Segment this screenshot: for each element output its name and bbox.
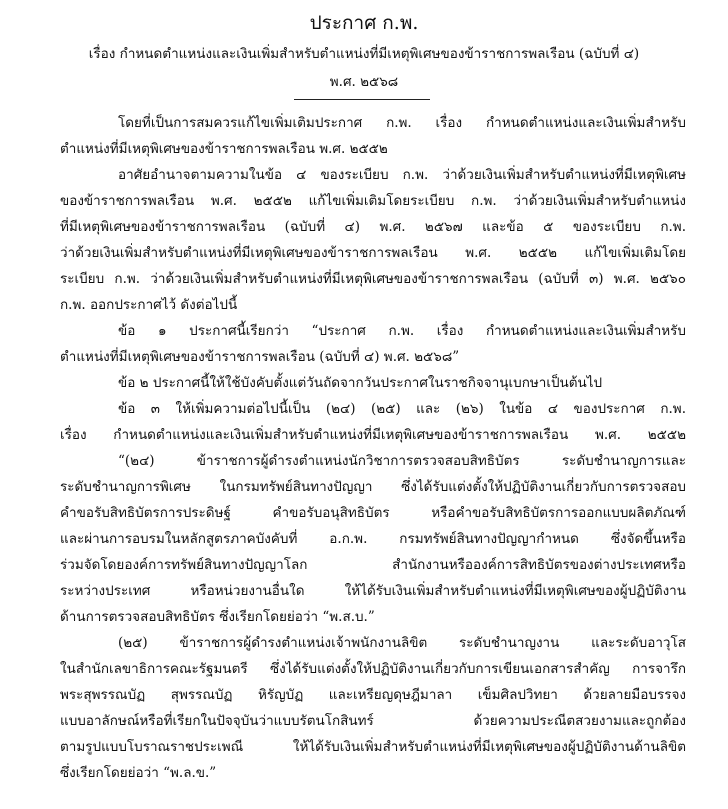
body-text-line: ตามรูปแบบโบราณราชประเพณี ให้ได้รับเงินเพิ่มสำหรับตำแหน่งที่มีเหตุพิเศษของผู้ปฏิบัติงานด้านลิขิต	[60, 739, 686, 755]
body-text-line: ว่าด้วยเงินเพิ่มสำหรับตำแหน่งที่มีเหตุพิเศษของข้าราชการพลเรือน พ.ศ. ๒๕๕๒ แก้ไขเพิ่มเติมโดย	[60, 245, 686, 261]
body-text-line: ระเบียบ ก.พ. ว่าด้วยเงินเพิ่มสำหรับตำแหน่งที่มีเหตุพิเศษของข้าราชการพลเรือน (ฉบับที่ ๓) พ.ศ. ๒๕๖๐	[60, 271, 686, 287]
body-text-line: และผ่านการอบรมในหลักสูตรภาคบังคับที่ อ.ก.พ. กรมทรัพย์สินทางปัญญากำหนด ซึ่งจัดขึ้นหรือ	[60, 531, 686, 547]
body-text-line: อาศัยอำนาจตามความในข้อ ๔ ของระเบียบ ก.พ. ว่าด้วยเงินเพิ่มสำหรับตำแหน่งที่มีเหตุพิเศษ	[118, 167, 686, 183]
body-text-line: เรื่อง กำหนดตำแหน่งและเงินเพิ่มสำหรับตำแหน่งที่มีเหตุพิเศษของข้าราชการพลเรือน พ.ศ. ๒๕๕๒	[60, 427, 686, 443]
body-text-line: ตำแหน่งที่มีเหตุพิเศษของข้าราชการพลเรือน พ.ศ. ๒๕๕๒	[60, 141, 388, 157]
body-text-line: ระหว่างประเทศ หรือหน่วยงานอื่นใด ให้ได้รับเงินเพิ่มสำหรับตำแหน่งที่มีเหตุพิเศษของผู้ปฏิบัติงาน	[60, 583, 686, 599]
body-text-line: ซึ่งเรียกโดยย่อว่า “พ.ล.ข.”	[60, 765, 217, 781]
body-text-line: (๒๕) ข้าราชการผู้ดำรงตำแหน่งเจ้าพนักงานลิขิต ระดับชำนาญงาน และระดับอาวุโส	[118, 635, 686, 651]
body-text-line: “(๒๔) ข้าราชการผู้ดำรงตำแหน่งนักวิชาการตรวจสอบสิทธิบัตร ระดับชำนาญการและ	[118, 453, 686, 469]
body-text-line: แบบอาลักษณ์หรือที่เรียกในปัจจุบันว่าแบบรัตนโกสินทร์ ด้วยความประณีตสวยงามและถูกต้อง	[60, 713, 686, 729]
body-text-line: ของข้าราชการพลเรือน พ.ศ. ๒๕๕๒ แก้ไขเพิ่มเติมโดยระเบียบ ก.พ. ว่าด้วยเงินเพิ่มสำหรับตำแหน่ง	[60, 193, 686, 209]
body-text-line: ก.พ. ออกประกาศไว้ ดังต่อไปนี้	[60, 297, 238, 313]
body-text-line: ข้อ ๒ ประกาศนี้ให้ใช้บังคับตั้งแต่วันถัดจากวันประกาศในราชกิจจานุเบกษาเป็นต้นไป	[118, 375, 603, 391]
body-text-line: พระสุพรรณบัฏ สุพรรณบัฏ หิรัญบัฏ และเหรียญดุษฎีมาลา เข็มศิลปวิทยา ด้วยลายมือบรรจง	[60, 687, 686, 703]
subject-line: เรื่อง กำหนดตำแหน่งและเงินเพิ่มสำหรับตำแหน่งที่มีเหตุพิเศษของข้าราชการพลเรือน (ฉบับที่ ๔)	[88, 46, 640, 62]
document-subject	[0, 40, 728, 96]
body-text-line: ข้อ ๓ ให้เพิ่มความต่อไปนี้เป็น (๒๔) (๒๕) และ (๒๖) ในข้อ ๔ ของประกาศ ก.พ.	[118, 401, 686, 417]
body-text-line: ตำแหน่งที่มีเหตุพิเศษของข้าราชการพลเรือน (ฉบับที่ ๔) พ.ศ. ๒๕๖๘”	[60, 349, 460, 365]
body-text-line: ร่วมจัดโดยองค์การทรัพย์สินทางปัญญาโลก สำนักงานหรือองค์การสิทธิบัตรของต่างประเทศหรือ	[60, 557, 686, 573]
body-text-line: ระดับชำนาญการพิเศษ ในกรมทรัพย์สินทางปัญญา ซึ่งได้รับแต่งตั้งให้ปฏิบัติงานเกี่ยวกับการตรวจสอบ	[60, 479, 686, 495]
document-title: ประกาศ ก.พ.	[309, 12, 419, 34]
body-text-line: ข้อ ๑ ประกาศนี้เรียกว่า “ประกาศ ก.พ. เรื่อง กำหนดตำแหน่งและเงินเพิ่มสำหรับ	[118, 323, 686, 339]
body-text-line: ด้านการตรวจสอบสิทธิบัตร ซึ่งเรียกโดยย่อว่า “พ.ส.บ.”	[60, 609, 375, 625]
title-divider	[294, 99, 430, 100]
body-text-line: ที่มีเหตุพิเศษของข้าราชการพลเรือน (ฉบับที่ ๔) พ.ศ. ๒๕๖๗ และข้อ ๕ ของระเบียบ ก.พ.	[60, 219, 686, 235]
body-text-line: โดยที่เป็นการสมควรแก้ไขเพิ่มเติมประกาศ ก.พ. เรื่อง กำหนดตำแหน่งและเงินเพิ่มสำหรับ	[118, 115, 686, 131]
body-text-line: ในสำนักเลขาธิการคณะรัฐมนตรี ซึ่งได้รับแต่งตั้งให้ปฏิบัติงานเกี่ยวกับการเขียนเอกสารสำคัญ การจารึก	[60, 661, 686, 677]
document-body	[60, 110, 686, 786]
body-text-line: คำขอรับสิทธิบัตรการประดิษฐ์ คำขอรับอนุสิทธิบัตร หรือคำขอรับสิทธิบัตรการออกแบบผลิตภัณฑ์	[60, 505, 686, 521]
subject-year: พ.ศ. ๒๕๖๘	[329, 74, 399, 90]
